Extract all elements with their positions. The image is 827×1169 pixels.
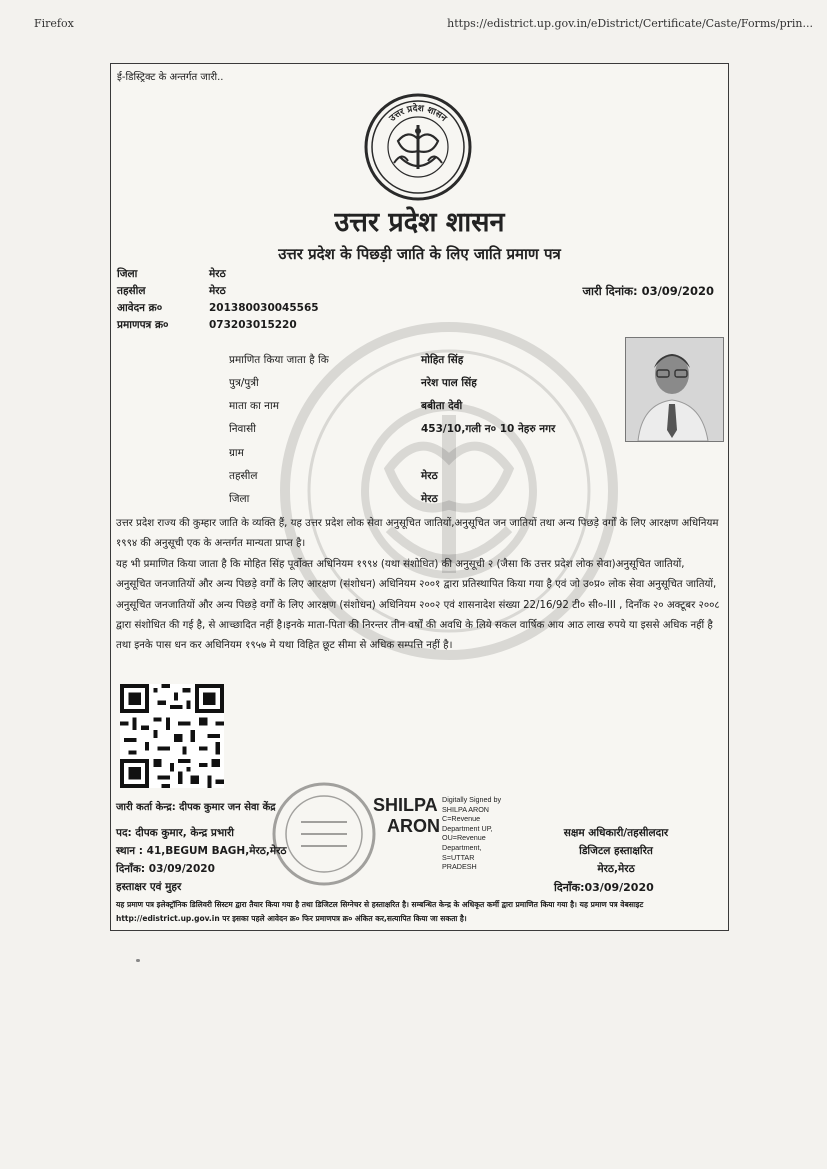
- detail-row: [229, 376, 477, 390]
- authority-block: [531, 824, 701, 878]
- operator-sign-block: [116, 824, 287, 896]
- signer-last-name: ARON: [387, 816, 440, 836]
- dsig-line: S=UTTAR: [442, 852, 475, 862]
- detail-label: ग्राम: [229, 447, 244, 459]
- certificate-body: [116, 514, 722, 657]
- application-number-row: [117, 301, 319, 315]
- body-paragraph-caste: उत्तर प्रदेश राज्य की कुम्हार जाति के व्यक्ति हैं, यह उत्तर प्रदेश लोक सेवा अनुसूचित जातियों,अनुसूचित जन जातियों तथा अन्य पिछड़े वर्गों के लिए आरक्षण अधिनियम १९९४ की अनुसूची एक के अन्तर्गत मान्यता प्राप्त है।: [116, 518, 719, 550]
- certificate-subtitle: उत्तर प्रदेश के पिछड़ी जाति के लिए जाति प्रमाण पत्र: [278, 245, 561, 263]
- detail-row: [229, 469, 438, 483]
- mother-name: बबीता देवी: [421, 400, 463, 412]
- detail-label: तहसील: [229, 470, 258, 482]
- detail-row: [229, 399, 462, 413]
- detail-row: [229, 492, 438, 506]
- detail-label: माता का नाम: [229, 400, 279, 412]
- district-detail-value: मेरठ: [421, 493, 438, 505]
- detail-label: प्रमाणित किया जाता है कि: [229, 354, 329, 366]
- signer-first-name: SHILPA: [373, 795, 438, 815]
- dsig-line: SHILPA ARON: [442, 804, 490, 814]
- certificate-number-label: प्रमाणपत्र क्र०: [117, 319, 169, 331]
- applicant-photo: [625, 337, 724, 442]
- authority-place: मेरठ,मेरठ: [597, 863, 635, 875]
- tehsil-row: [117, 284, 226, 298]
- dsig-line: Department UP,: [442, 823, 493, 833]
- kendra-stamp: [271, 772, 377, 892]
- detail-row: [229, 446, 421, 460]
- detail-row: [229, 422, 555, 436]
- digital-signature-name: [373, 795, 440, 837]
- operator-sign-label: हस्ताक्षर एवं मुहर: [116, 881, 182, 893]
- operator-date: दिनाँक: 03/09/2020: [116, 863, 215, 875]
- issue-date: जारी दिनांक: 03/09/2020: [582, 284, 714, 298]
- district-label: जिला: [117, 268, 138, 280]
- certificate-number-row: [117, 318, 297, 332]
- caste-certificate: [110, 63, 729, 931]
- detail-row: [229, 353, 463, 367]
- authority-date: दिनाँक:03/09/2020: [554, 881, 654, 894]
- browser-print-header: [0, 0, 827, 40]
- detail-label: जिला: [229, 493, 250, 505]
- page-url: https://edistrict.up.gov.in/eDistrict/Certificate/Caste/Forms/prin...: [447, 17, 813, 30]
- browser-name: Firefox: [34, 17, 74, 30]
- svg-text:उत्तर प्रदेश शासन: [387, 102, 449, 125]
- resident-address: 453/10,गली न० 10 नेहरु नगर: [421, 423, 556, 435]
- certificate-number-value: 073203015220: [209, 319, 297, 331]
- digital-signature-details: [442, 795, 501, 872]
- qr-code: [119, 684, 225, 788]
- application-number-value: 201380030045565: [209, 302, 319, 314]
- dsig-line: Digitally Signed by: [442, 795, 502, 804]
- operator-post: पद: दीपक कुमार, केन्द्र प्रभारी: [116, 827, 235, 839]
- authority-sign-type: डिजिटल हस्ताक्षरित: [579, 845, 653, 857]
- applicant-name: मोहित सिंह: [421, 354, 464, 366]
- certificate-title: उत्तर प्रदेश शासन: [334, 207, 505, 238]
- dsig-line: PRADESH: [442, 862, 477, 872]
- district-row: [117, 267, 226, 281]
- scan-speck: [136, 959, 140, 962]
- application-number-label: आवेदन क्र०: [117, 302, 163, 314]
- tehsil-detail-value: मेरठ: [421, 470, 438, 482]
- authority-title: सक्षम अधिकारी/तहसीलदार: [563, 827, 669, 839]
- body-paragraph-declaration: यह भी प्रमाणित किया जाता है कि मोहित सिंह पूर्वोक्त अधिनियम १९९४ (यथा संशोधित) की अनुसूची २ (जैसा कि उत्तर प्रदेश लोक सेवा)अनुसूचित जातियों, अनुसूचित जनजातियों और अन्य पिछड़े वर्गों के लिए आरक्षण (संशोधन) अधिनियम २००१ द्वारा प्रतिस्थापित किया गया है एवं जो उ०प्र० लोक सेवा अनुसूचित जातियों, अनुसूचित जनजातियों और अन्य पिछड़े वर्गों के लिए आरक्षण (संशोधन) अधिनियम २००२ एवं शासनादेश संख्या 22/16/92 टी० सी०-III , दिनाँक २० अक्टूबर २००८ द्वारा संशोधित की गई है, से आच्छादित नहीं है।इनके माता-पिता की निरन्तर तीन वर्षों की अवधि के लिये सकल वार्षिक आय आठ लाख रुपये या इससे अधिक नहीं है तथा इनके पास धन कर अधिनियम १९५७ मे यथा विहित छूट सीमा से अधिक सम्पत्ति नहीं है।: [116, 558, 720, 652]
- dsig-line: C=Revenue: [442, 814, 481, 824]
- father-name: नरेश पाल सिंह: [421, 377, 477, 389]
- verification-note: यह प्रमाण पत्र इलेक्ट्रॉनिक डिलिवरी सिस्टम द्वारा तैयार किया गया है तथा डिजिटल सिग्नेचर से हस्ताक्षरित है। सम्बन्धित केन्द्र के अधिकृत कर्मी द्वारा प्रमाणित किया गया है। यह प्रमाण पत्र वेबसाइट http://edistrict.up.gov.in पर इसका पहले आवेदन क्र० फिर प्रमाणपत्र क्र० अंकित कर,सत्यापित किया जा सकता है।: [116, 900, 644, 923]
- emblem-text: उत्तर प्रदेश शासन: [387, 103, 449, 124]
- up-emblem-icon: [362, 91, 474, 203]
- tehsil-label: तहसील: [117, 285, 146, 297]
- issuing-kendra: जारी कर्ता केन्द्र: दीपक कुमार जन सेवा केंद्र: [116, 802, 276, 813]
- tehsil-value: मेरठ: [209, 285, 226, 297]
- detail-label: पुत्र/पुत्री: [229, 377, 259, 389]
- issued-under-label: ई-डिस्ट्रिक्ट के अन्तर्गत जारी..: [117, 72, 224, 83]
- operator-place: स्थान : 41,BEGUM BAGH,मेरठ,मेरठ: [116, 845, 287, 857]
- district-value: मेरठ: [209, 268, 226, 280]
- detail-label: निवासी: [229, 423, 256, 435]
- dsig-line: Department,: [442, 842, 482, 852]
- dsig-line: OU=Revenue: [442, 833, 486, 843]
